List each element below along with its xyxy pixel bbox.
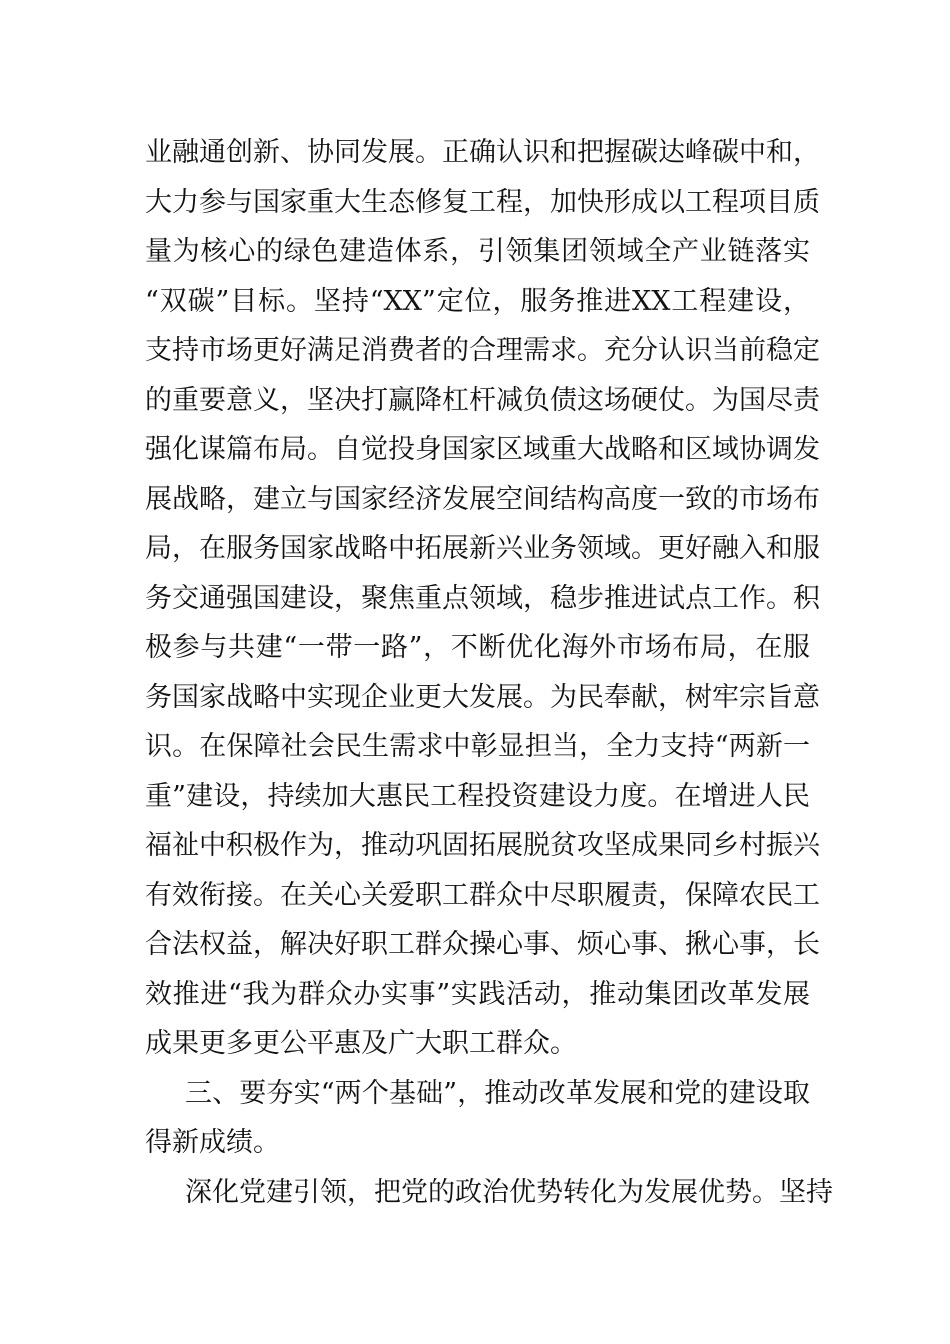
text-line: 务交通强国建设，聚焦重点领域，稳步推进试点工作。积: [145, 582, 820, 614]
text-line: 重”建设，持续加大惠民工程投资建设力度。在增进人民: [145, 780, 810, 812]
text-line: 业融通创新、协同发展。正确认识和把握碳达峰碳中和，: [145, 137, 820, 168]
text-line: 极参与共建“一带一路”，不断优化海外市场布局，在服: [145, 632, 810, 663]
text-line: “双碳”目标。坚持“XX”定位，服务推进XX工程建设，: [145, 285, 810, 317]
text-line: 量为核心的绿色建造体系，引领集团领域全产业链落实: [145, 236, 810, 267]
text-line: 强化谋篇布局。自觉投身国家区域重大战略和区域协调发: [145, 434, 820, 465]
text-line: 合法权益，解决好职工群众操心事、烦心事、揪心事，长: [145, 929, 820, 960]
text-line: 识。在保障社会民生需求中彰显担当，全力支持“两新一: [145, 731, 810, 762]
document-body: [145, 128, 833, 1217]
text-line: 支持市场更好满足消费者的合理需求。充分认识当前稳定: [145, 335, 820, 366]
section-heading-line: 三、要夯实“两个基础”，推动改革发展和党的建设取: [185, 1077, 810, 1109]
text-line: 深化党建引领，把党的政治优势转化为发展优势。坚持: [185, 1176, 833, 1208]
text-line: 有效衔接。在关心关爱职工群众中尽职履责，保障农民工: [145, 879, 820, 911]
text-line: 成果更多更公平惠及广大职工群众。: [145, 1028, 577, 1059]
text-line: 福祉中积极作为，推动巩固拓展脱贫攻坚成果同乡村振兴: [145, 830, 820, 861]
section-heading-line: 得新成绩。: [145, 1127, 280, 1158]
text-line: 效推进“我为群众办实事”实践活动，推动集团改革发展: [145, 978, 810, 1010]
text-line: 务国家战略中实现企业更大发展。为民奉献，树牢宗旨意: [145, 681, 820, 713]
text-line: 大力参与国家重大生态修复工程，加快形成以工程项目质: [145, 186, 820, 218]
text-line: 的重要意义，坚决打赢降杠杆减负债这场硬仗。为国尽责: [145, 384, 820, 416]
text-line: 展战略，建立与国家经济发展空间结构高度一致的市场布: [145, 483, 820, 515]
text-line: 局，在服务国家战略中拓展新兴业务领域。更好融入和服: [145, 533, 820, 564]
